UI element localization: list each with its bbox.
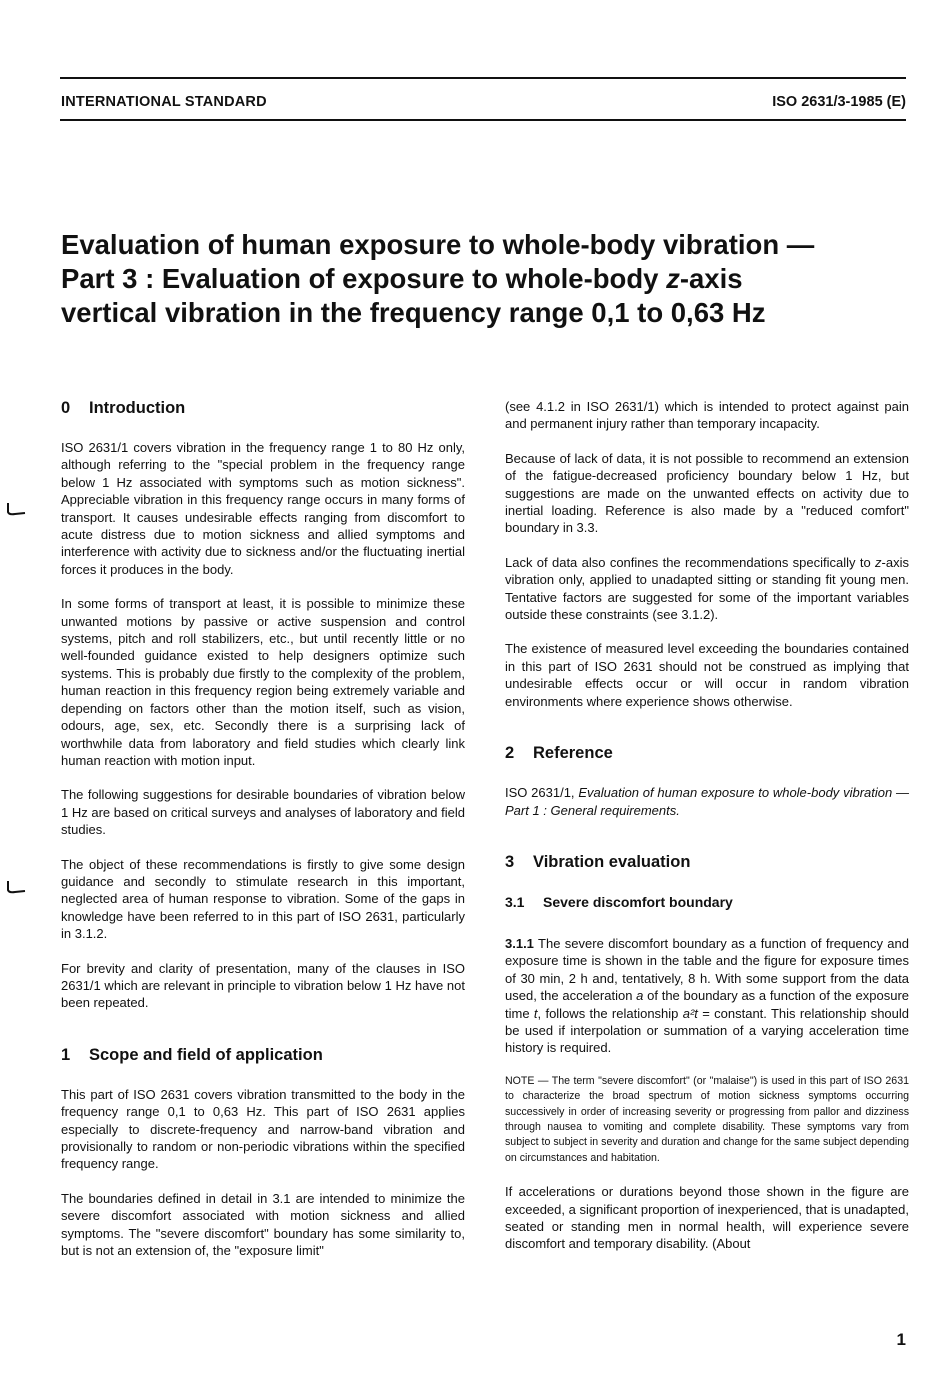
margin-tick-mark-icon (5, 880, 27, 894)
axis-letter: z (875, 554, 882, 570)
text-run: = constant. This relationship should be used if interpolation or summation of a varying acceleration time history is required. (505, 1005, 910, 1056)
intro-paragraph: (see 4.1.2 in ISO 2631/1) which is intended to protect against pain and permanent injury rather than temporary incapacity. (505, 399, 909, 432)
intro-paragraph (505, 554, 909, 624)
subsection-number: 3.1 (505, 893, 525, 910)
note-severe-discomfort: NOTE — The term "severe discomfort" (or "malaise") is used in this part of ISO 2631 to characterize the broad spectrum of motion sickness symptoms occurring successively in order of increasing severity or progressing from pallor and dizziness through nausea to vomiting and complete disability. These symptoms vary from subject to subject in severity and duration and change for the same subject depending on circumstances and habitation. (505, 1074, 909, 1164)
section-title: Scope and field of application (89, 1045, 323, 1064)
section-title: Introduction (89, 399, 186, 417)
page-number: 1 (896, 1330, 906, 1349)
subsection-heading-severe-discomfort (505, 893, 909, 911)
right-column (505, 398, 909, 1253)
text-run: -axis vibration only, applied to unadapted sitting or standing fit young men. Tentative factors are suggested for some of the important variables outside these constraints (see 3.1.2). (505, 554, 909, 623)
section-heading-introduction (61, 398, 465, 418)
document-title (61, 228, 921, 330)
section-number: 3 (505, 852, 515, 871)
scope-paragraph: The boundaries defined in detail in 3.1 are intended to minimize the severe discomfort associated with motion sickness and allied symptoms. The "severe discomfort" boundary has some similarity to, but is not an extension of, the "exposure limit" (61, 1190, 465, 1259)
title-line-2-start: Part 3 : Evaluation of exposure to whole-body (61, 263, 667, 294)
title-line-3: vertical vibration in the frequency range 0,1 to 0,63 Hz (61, 297, 766, 328)
text-run: of the boundary as a function of the exposure time (505, 988, 909, 1021)
text-run: The severe discomfort boundary as a function of frequency and exposure time is shown in the table and the figure for exposure times of 30 min, 2 h and, tentatively, 8 h. With some support from the data used, the acceleration (505, 935, 909, 1004)
header-bottom-rule (60, 119, 906, 121)
section-number: 1 (61, 1045, 71, 1064)
header-top-rule (60, 77, 906, 79)
clause-number: 3.1.1 (505, 935, 534, 951)
section-title: Vibration evaluation (533, 852, 691, 871)
intro-paragraph: Because of lack of data, it is not possible to recommend an extension of the fatigue-decreased proficiency boundary below 1 Hz, but suggestions are made on the unwanted effects on activity due to inertial loading. Reference is also made by a "reduced comfort" boundary in 3.3. (505, 450, 909, 536)
intro-paragraph: The object of these recommendations is firstly to give some design guidance and secondly to stimulate research in this important, neglected area of human response to vibration. Some of the gaps in knowledge have been referred to in this part of ISO 2631, particularly in 3.1.2. (61, 856, 465, 942)
symbol-t: t (533, 1005, 538, 1021)
reference-entry (505, 784, 909, 819)
left-column (61, 398, 465, 1259)
intro-paragraph: The following suggestions for desirable boundaries of vibration below 1 Hz are based on critical surveys and analyses of laboratory and field studies. (61, 787, 465, 838)
scope-paragraph: This part of ISO 2631 covers vibration transmitted to the body in the frequency range 0,1 to 0,63 Hz. This part of ISO 2631 applies especially to discrete-frequency and narrow-band vibration and provisionally to random or non-periodic vibrations within the specified frequency range. (61, 1086, 465, 1172)
header-standard-type: INTERNATIONAL STANDARD (61, 94, 267, 110)
text-run: , follows the relationship (537, 1005, 683, 1021)
title-axis-letter: z (666, 263, 680, 294)
intro-paragraph: For brevity and clarity of presentation, many of the clauses in ISO 2631/1 which are relevant in principle to vibration below 1 Hz have not been repeated. (61, 960, 465, 1011)
section-number: 2 (505, 744, 515, 763)
evaluation-paragraph: If accelerations or durations beyond those shown in the figure are exceeded, a significant proportion of inexperienced, that is unadapted, seated or standing men in normal health, will experience severe discomfort and temporary disability. (About (505, 1184, 909, 1252)
section-number: 0 (61, 399, 71, 417)
header-standard-number: ISO 2631/3-1985 (E) (772, 94, 906, 110)
section-title: Reference (533, 744, 613, 763)
section-heading-reference (505, 743, 909, 763)
clause-3-1-1 (505, 935, 909, 1057)
reference-id: ISO 2631/1, (505, 785, 579, 801)
text-run: Lack of data also confines the recommendations specifically to (505, 554, 876, 570)
section-heading-scope (61, 1045, 465, 1065)
symbol-a: a (636, 988, 644, 1004)
intro-paragraph: ISO 2631/1 covers vibration in the frequency range 1 to 80 Hz only, although referring to the "special problem in the frequency range below 1 Hz associated with symptoms such as motion sickness". Appreciable vibration in this frequency range occurs in many forms of transport. It causes undesirable effects ranging from discomfort to acute distress due to motion sickness and allied symptoms and interference with activity due to sickness and/or the fluctuating inertial forces it produces in the body. (61, 440, 465, 577)
intro-paragraph: The existence of measured level exceeding the boundaries contained in this part of ISO 2631 should not be construed as implying that undesirable effects occur or will occur in random vibration environments where experience shows otherwise. (505, 641, 909, 709)
subsection-title: Severe discomfort boundary (543, 893, 733, 910)
intro-paragraph: In some forms of transport at least, it is possible to minimize these unwanted motions by passive or active suspension and control systems, pitch and roll stabilizers, etc., but until recently little or no well-founded guidance existed to help designers optimize such systems. This is probably due firstly to the complexity of the problem, human reaction in this frequency region being extremely variable and depending on factors other than the motion itself, such as vision, odours, age, sex, etc. Secondly there is a surprising lack of worthwhile data from laboratory and field studies which clearly link human reaction with motion input. (61, 596, 465, 768)
reference-title: Evaluation of human exposure to whole-body vibration — Part 1 : General requirements. (505, 785, 909, 818)
formula: a²t (682, 1005, 698, 1021)
title-line-2-end: -axis (679, 263, 743, 294)
margin-tick-mark-icon (5, 502, 27, 516)
section-heading-vibration-evaluation (505, 852, 909, 872)
title-line-1: Evaluation of human exposure to whole-body vibration — (61, 229, 815, 260)
